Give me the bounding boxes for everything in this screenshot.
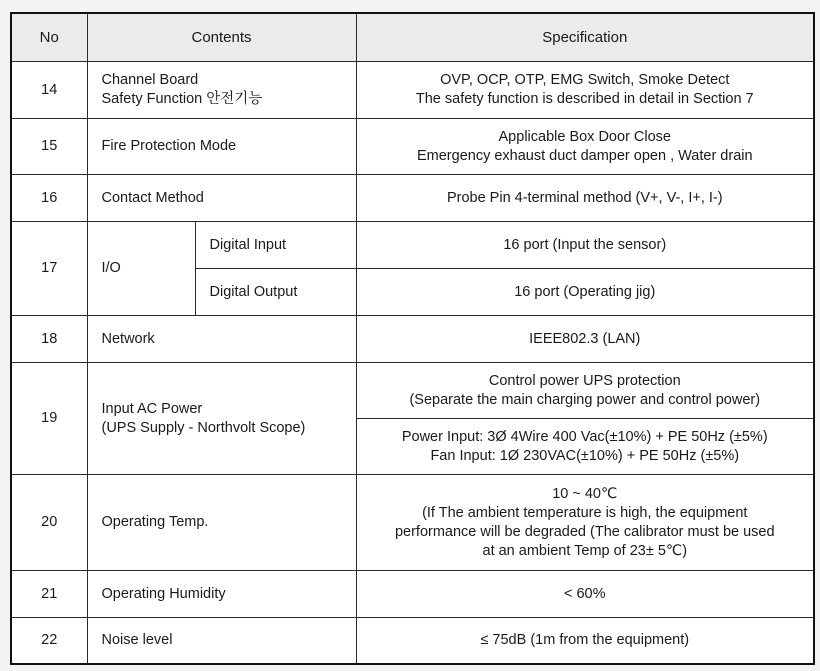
table-row [11,62,814,119]
row-number: 16 [11,175,87,222]
table-header-row [11,13,814,62]
table-row [11,316,814,363]
content-line: (UPS Supply - Northvolt Scope) [101,419,306,436]
row-number: 14 [11,62,87,119]
row-contents: Noise level [87,618,356,664]
row-number: 15 [11,119,87,175]
row-contents: Fire Protection Mode [87,119,356,175]
row-contents: Operating Temp. [87,475,356,571]
row-spec [356,475,814,571]
row-number: 18 [11,316,87,363]
spec-line: performance will be degraded (The calibrator must be used [394,523,775,540]
spec-line: The safety function is described in detail in Section 7 [415,91,754,107]
table-row [11,175,814,222]
row-spec: < 60% [356,571,814,618]
spec-line: Applicable Box Door Close [498,128,671,145]
spec-line: (If The ambient temperature is high, the equipment [422,504,748,521]
table-row [11,475,814,571]
sub-contents-digital-output: Digital Output [195,269,356,316]
content-line: Safety Function 안전기능 [101,91,263,107]
table-row [11,119,814,175]
row-spec [356,419,814,475]
row-spec [356,119,814,175]
sub-contents-digital-input: Digital Input [195,222,356,269]
content-line: Input AC Power [101,400,203,417]
row-contents: Network [87,316,356,363]
row-contents: Contact Method [87,175,356,222]
spec-line: (Separate the main charging power and control power) [409,391,761,408]
row-spec: 16 port (Operating jig) [356,269,814,316]
row-spec [356,363,814,419]
header-specification: Specification [356,13,814,62]
spec-line: Power Input: 3Ø 4Wire 400 Vac(±10%) + PE 50Hz (±5%) [401,428,768,445]
row-spec: IEEE802.3 (LAN) [356,316,814,363]
content-line: Channel Board [101,72,199,88]
row-contents: Operating Humidity [87,571,356,618]
spec-table-container [10,12,815,665]
row-number: 19 [11,363,87,475]
spec-line: OVP, OCP, OTP, EMG Switch, Smoke Detect [440,72,730,88]
table-row [11,618,814,664]
table-row [11,363,814,419]
spec-line: Emergency exhaust duct damper open , Water drain [416,147,753,164]
spec-line: Fan Input: 1Ø 230VAC(±10%) + PE 50Hz (±5%) [430,447,740,464]
row-spec [356,62,814,119]
row-number: 20 [11,475,87,571]
row-number: 17 [11,222,87,316]
table-row [11,222,814,269]
row-spec: Probe Pin 4-terminal method (V+, V-, I+, I-) [356,175,814,222]
spec-line: Control power UPS protection [488,372,681,389]
header-no: No [11,13,87,62]
spec-line: at an ambient Temp of 23± 5℃) [482,542,688,559]
row-contents: I/O [87,222,195,316]
row-contents [87,62,356,119]
row-spec: 16 port (Input the sensor) [356,222,814,269]
table-row [11,571,814,618]
row-number: 21 [11,571,87,618]
header-contents: Contents [87,13,356,62]
row-spec: ≤ 75dB (1m from the equipment) [356,618,814,664]
specification-table [10,12,815,665]
row-contents [87,363,356,475]
spec-line: 10 ~ 40℃ [552,485,618,502]
row-number: 22 [11,618,87,664]
